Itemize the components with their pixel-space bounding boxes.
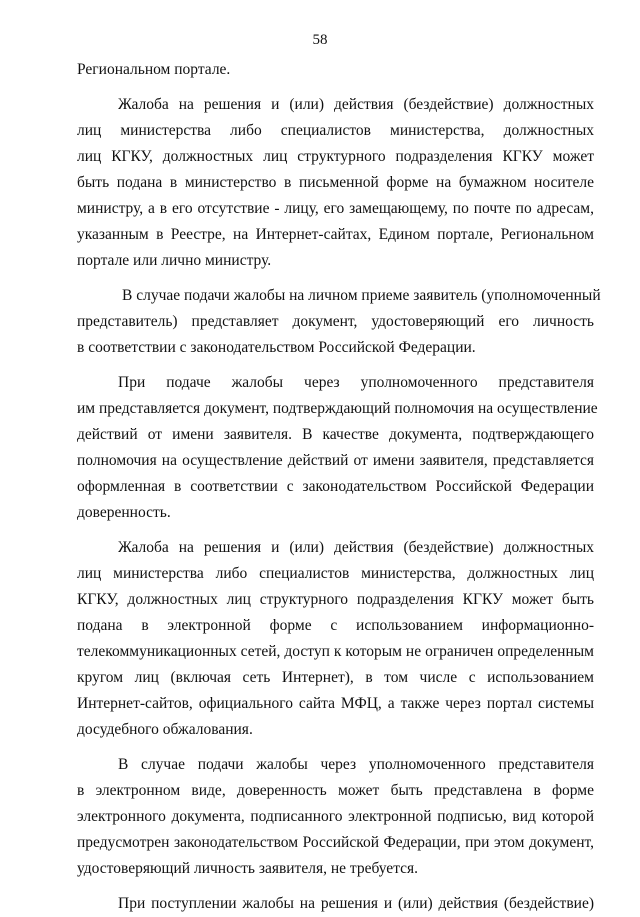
text-line: в электронном виде, доверенность может быть представлена в форме (77, 782, 594, 799)
paragraph-4 (77, 370, 598, 526)
body-text (77, 57, 601, 917)
text-line: им представляется документ, подтверждающий полномочия на осуществление (77, 400, 598, 417)
text-line: быть подана в министерство в письменной форме на бумажном носителе (77, 174, 594, 191)
text-line: действий от имени заявителя. В качестве документа, подтверждающего (77, 426, 594, 443)
text-line: портале или лично министру. (77, 252, 272, 269)
text-line: Региональном портале. (77, 61, 231, 78)
text-line: При поступлении жалобы на решения и (или) действия (бездействие) (118, 895, 594, 912)
page-number: 58 (312, 32, 328, 48)
text-line: удостоверяющий личность заявителя, не требуется. (77, 860, 419, 877)
text-line: досудебного обжалования. (77, 721, 253, 738)
paragraph-7 (77, 891, 594, 917)
text-line: Жалоба на решения и (или) действия (бездействие) должностных (118, 96, 594, 113)
text-line: Интернет-сайтов, официального сайта МФЦ, а также через портал системы (77, 695, 594, 712)
text-line: При подаче жалобы через уполномоченного представителя (118, 374, 594, 391)
text-line: предусмотрен законодательством Российской Федерации, при этом документ, (77, 834, 594, 851)
paragraph-3 (77, 283, 601, 361)
text-line: лиц министерства либо специалистов министерства, должностных лиц (77, 565, 594, 582)
text-line: В случае подачи жалобы через уполномоченного представителя (118, 756, 594, 773)
text-line: полномочия на осуществление действий от имени заявителя, представляется (77, 452, 594, 469)
paragraph-5 (77, 535, 594, 743)
text-line: лиц министерства либо специалистов министерства, должностных (77, 122, 594, 139)
text-line: указанным в Реестре, на Интернет-сайтах, Едином портале, Региональном (77, 226, 594, 243)
text-line: подана в электронной форме с использованием информационно- (77, 617, 594, 634)
text-line: КГКУ, должностных лиц структурного подразделения КГКУ может быть (77, 591, 594, 608)
text-line: лиц КГКУ, должностных лиц структурного подразделения КГКУ может (77, 148, 594, 165)
paragraph-1 (77, 57, 594, 83)
text-line: доверенность. (77, 504, 171, 521)
text-line: электронного документа, подписанного электронной подписью, вид которой (77, 808, 594, 825)
paragraph-6 (77, 752, 594, 882)
text-line: оформленная в соответствии с законодательством Российской Федерации (77, 478, 594, 495)
text-line: министру, а в его отсутствие - лицу, его замещающему, по почте по адресам, (77, 200, 594, 217)
paragraph-2 (77, 92, 594, 274)
text-line: телекоммуникационных сетей, доступ к которым не ограничен определенным (77, 643, 594, 660)
text-line: кругом лиц (включая сеть Интернет), в том числе с использованием (77, 669, 594, 686)
text-line: представитель) представляет документ, удостоверяющий его личность (77, 313, 594, 330)
text-line: Жалоба на решения и (или) действия (бездействие) должностных (118, 539, 594, 556)
text-line: В случае подачи жалобы на личном приеме заявитель (уполномоченный (122, 287, 601, 304)
text-line: в соответствии с законодательством Российской Федерации. (77, 339, 476, 356)
